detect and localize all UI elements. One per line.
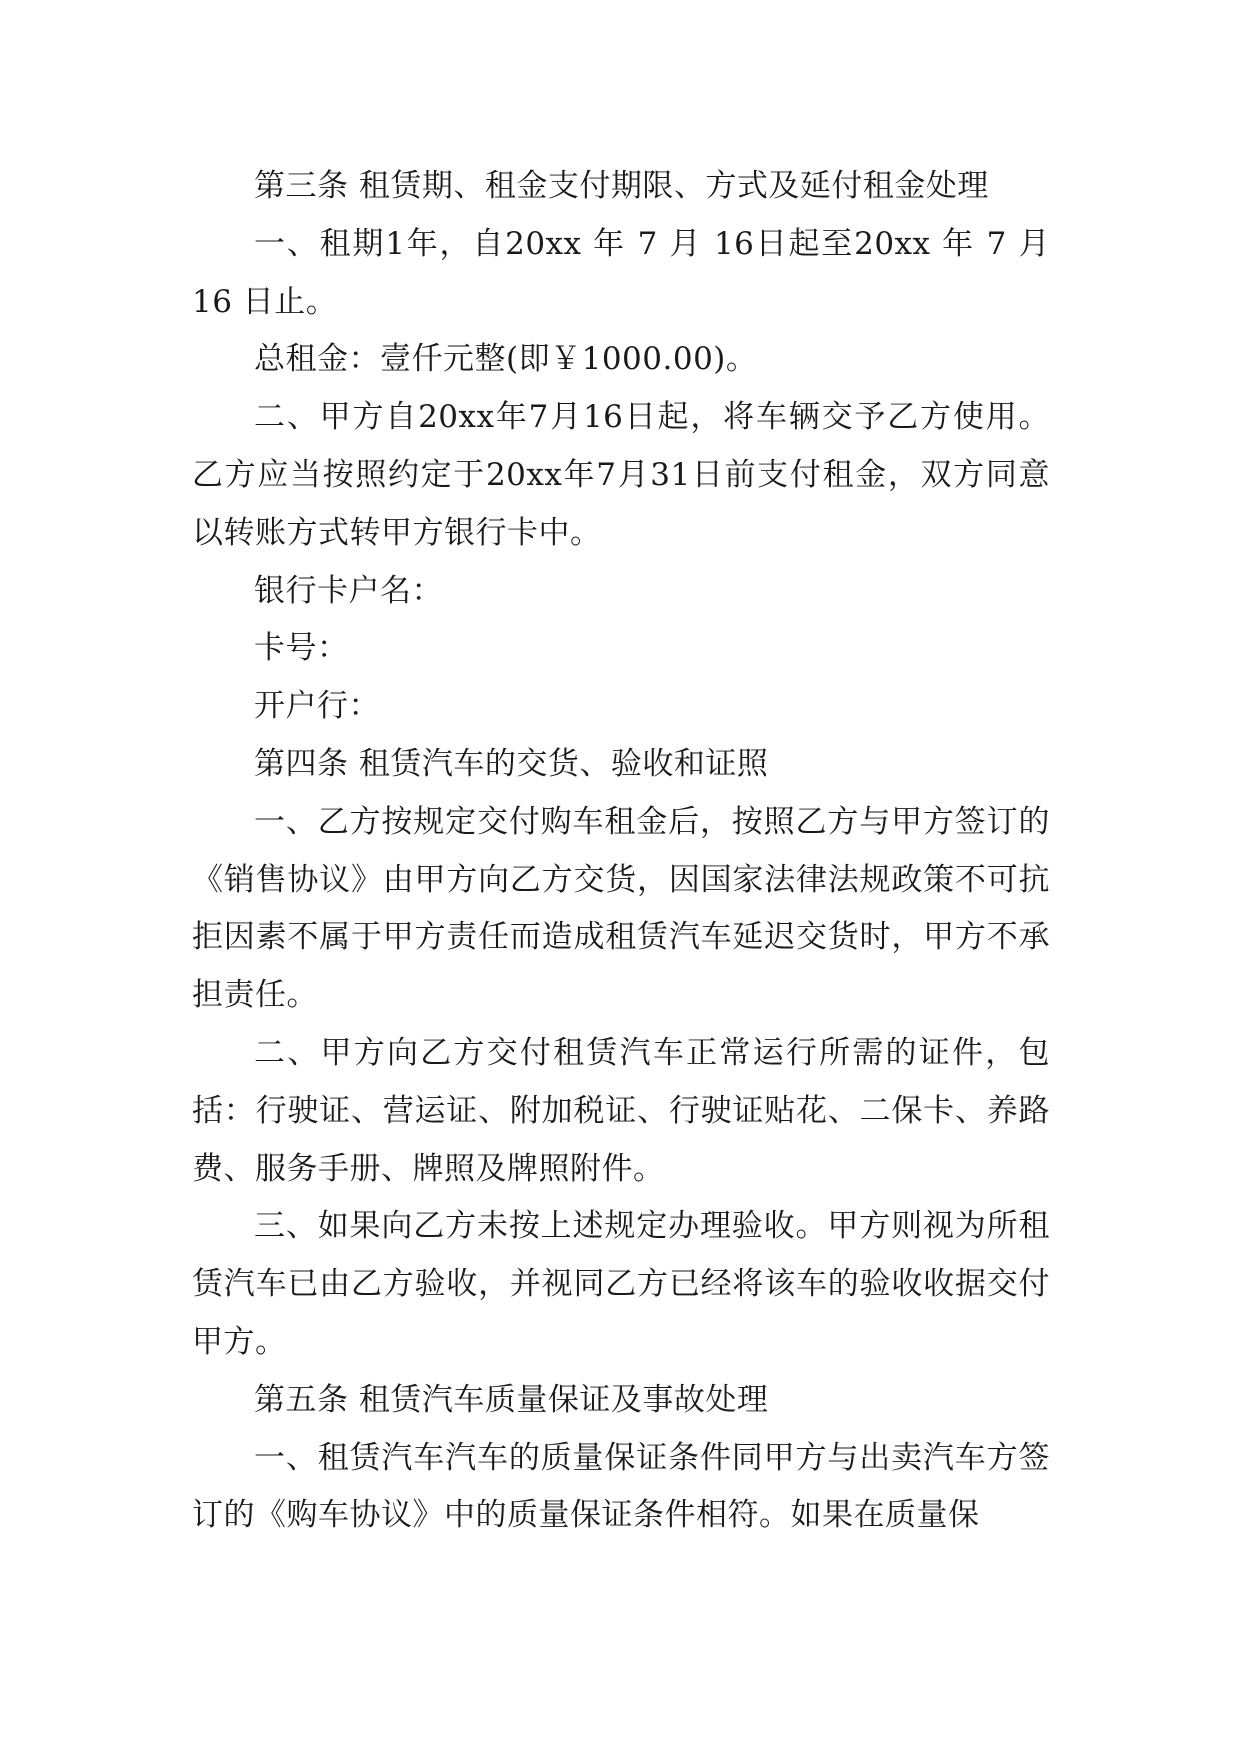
article-3-clause-1: 一、租期1年，自20xx 年 7 月 16日起至20xx 年 7 月 16 日止。 xyxy=(192,225,1050,320)
article-4-clause-2: 二、甲方向乙方交付租赁汽车正常运行所需的证件，包括：行驶证、营运证、附加税证、行驶证贴花、二保卡、养路费、服务手册、牌照及牌照附件。 xyxy=(192,1034,1050,1187)
article-4-clause-3: 三、如果向乙方未按上述规定办理验收。甲方则视为所租赁汽车已由乙方验收，并视同乙方已经将该车的验收收据交付甲方。 xyxy=(192,1208,1050,1360)
article-3-clause-2: 二、甲方自20xx年7月16日起，将车辆交予乙方使用。乙方应当按照约定于20xx年7月31日前支付租金，双方同意以转账方式转甲方银行卡中。 xyxy=(192,399,1050,551)
article-5-heading: 第五条 租赁汽车质量保证及事故处理 xyxy=(254,1381,769,1418)
article-4-heading: 第四条 租赁汽车的交货、验收和证照 xyxy=(254,745,769,782)
opening-bank: 开户行： xyxy=(254,688,380,725)
bank-account-name: 银行卡户名： xyxy=(254,572,443,609)
total-rent: 总租金：壹仟元整(即￥1000.00)。 xyxy=(254,341,758,378)
article-5-clause-1: 一、租赁汽车汽车的质量保证条件同甲方与出卖汽车方签订的《购车协议》中的质量保证条件相符。如果在质量保 xyxy=(192,1439,1050,1534)
article-4-clause-1: 一、乙方按规定交付购车租金后，按照乙方与甲方签订的《销售协议》由甲方向乙方交货，因国家法律法规政策不可抗拒因素不属于甲方责任而造成租赁汽车延迟交货时，甲方不承担责任。 xyxy=(192,803,1050,1014)
document-body xyxy=(192,158,1050,1545)
article-3-heading: 第三条 租赁期、租金支付期限、方式及延付租金处理 xyxy=(254,168,989,204)
card-number: 卡号： xyxy=(254,630,349,667)
